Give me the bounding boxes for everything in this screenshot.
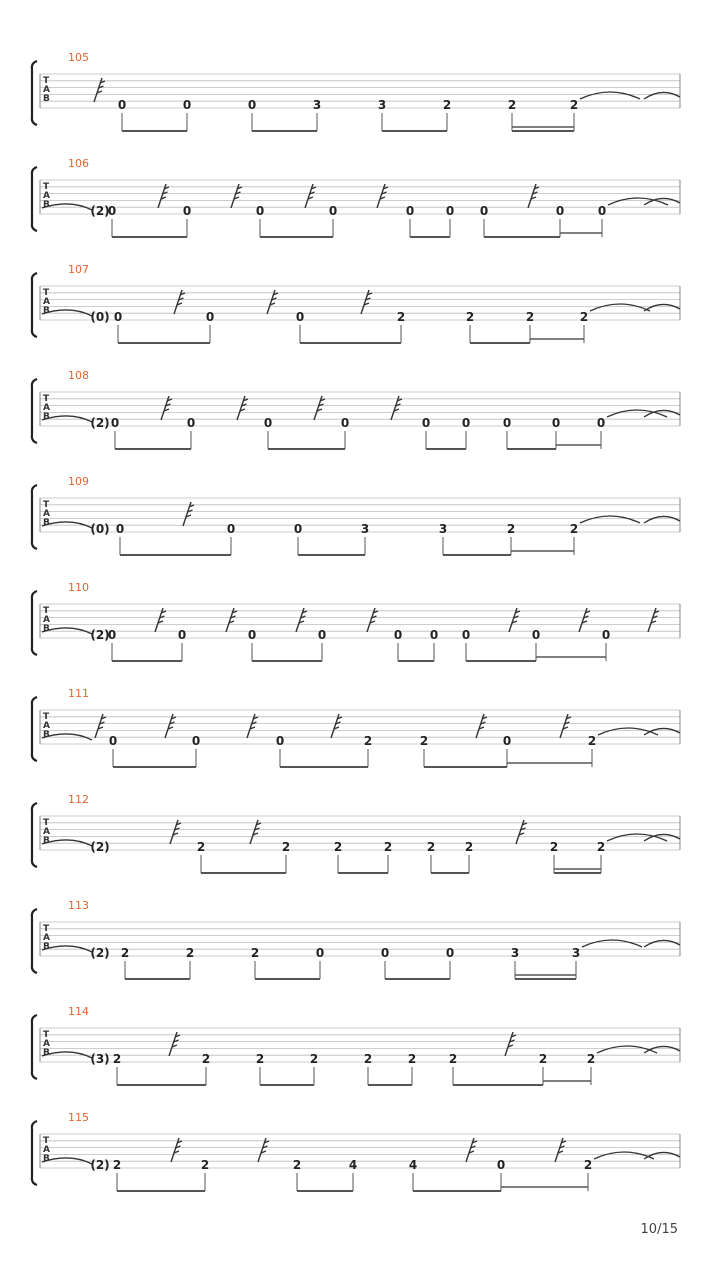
fret-number: 0 <box>117 98 127 112</box>
tab-clef-letter: B <box>43 942 50 952</box>
fret-number: (3) <box>90 1052 110 1066</box>
rest-slash-mark <box>476 714 484 738</box>
fret-number: 0 <box>479 204 489 218</box>
fret-number: 4 <box>408 1158 418 1172</box>
tie-out <box>580 92 640 99</box>
tab-clef-letter: T <box>43 76 50 86</box>
fret-number: 0 <box>107 628 117 642</box>
tab-clef-letter: A <box>43 191 50 201</box>
tab-clef-letter: A <box>43 85 50 95</box>
fret-number: 0 <box>205 310 215 324</box>
rest-slash-mark <box>466 1138 474 1162</box>
fret-number: 2 <box>250 946 260 960</box>
tab-clef-letter: A <box>43 403 50 413</box>
measure-number: 114 <box>68 1005 89 1018</box>
rest-slash-mark <box>648 608 656 632</box>
tie-out-end <box>644 1046 680 1053</box>
fret-number: 0 <box>275 734 285 748</box>
system-bracket <box>32 909 37 973</box>
rest-slash-mark <box>158 184 166 208</box>
system-bracket <box>32 697 37 761</box>
fret-number: (0) <box>90 310 110 324</box>
fret-number: 2 <box>538 1052 548 1066</box>
fret-number: 2 <box>200 1158 210 1172</box>
fret-number: 0 <box>295 310 305 324</box>
tab-clef-letter: B <box>43 1048 50 1058</box>
rest-slash-mark <box>183 502 191 526</box>
rest-slash-mark <box>237 396 245 420</box>
fret-number: 0 <box>380 946 390 960</box>
rest-slash-mark <box>169 1032 177 1056</box>
fret-number: 2 <box>120 946 130 960</box>
fret-number: 0 <box>317 628 327 642</box>
staff-system-113 <box>32 899 680 979</box>
fret-number: 2 <box>464 840 474 854</box>
fret-number: 0 <box>461 628 471 642</box>
fret-number: 2 <box>383 840 393 854</box>
tab-clef-letter: B <box>43 836 50 846</box>
fret-number: 2 <box>255 1052 265 1066</box>
fret-number: 0 <box>182 204 192 218</box>
fret-number: 2 <box>448 1052 458 1066</box>
fret-number: 3 <box>571 946 581 960</box>
fret-number: 2 <box>292 1158 302 1172</box>
tab-clef-letter: B <box>43 730 50 740</box>
tie-out-end <box>644 940 680 947</box>
rest-slash-mark <box>95 714 103 738</box>
staff-system-109 <box>32 475 680 555</box>
measure-number: 115 <box>68 1111 89 1124</box>
rest-slash-mark <box>528 184 536 208</box>
fret-number: 0 <box>393 628 403 642</box>
rest-slash-mark <box>305 184 313 208</box>
measure-number: 110 <box>68 581 89 594</box>
fret-number: 2 <box>112 1052 122 1066</box>
fret-number: 0 <box>405 204 415 218</box>
fret-number: 0 <box>340 416 350 430</box>
fret-number: 0 <box>108 734 118 748</box>
fret-number: (2) <box>90 416 110 430</box>
tab-clef-letter: A <box>43 933 50 943</box>
tab-clef-letter: T <box>43 182 50 192</box>
fret-number: 2 <box>506 522 516 536</box>
staff-system-115 <box>32 1111 680 1191</box>
rest-slash-mark <box>174 290 182 314</box>
fret-number: 2 <box>586 1052 596 1066</box>
fret-number: 0 <box>186 416 196 430</box>
tie-out <box>580 516 640 523</box>
fret-number: 0 <box>226 522 236 536</box>
measure-number: 111 <box>68 687 89 700</box>
tie-out-end <box>644 92 680 99</box>
staff-system-111 <box>32 687 680 767</box>
tab-clef-letter: T <box>43 818 50 828</box>
fret-number: (2) <box>90 204 110 218</box>
staff-system-114 <box>32 1005 680 1085</box>
fret-number: 2 <box>569 522 579 536</box>
fret-number: 2 <box>525 310 535 324</box>
measure-number: 113 <box>68 899 89 912</box>
staff-system-110 <box>32 581 680 661</box>
tab-clef-letter: B <box>43 518 50 528</box>
measure-number: 106 <box>68 157 89 170</box>
rest-slash-mark <box>314 396 322 420</box>
tab-clef-letter: A <box>43 1039 50 1049</box>
rest-slash-mark <box>165 714 173 738</box>
fret-number: 2 <box>419 734 429 748</box>
system-bracket <box>32 485 37 549</box>
staff-system-106 <box>32 157 680 237</box>
fret-number: 3 <box>377 98 387 112</box>
tie-out <box>597 1046 657 1053</box>
fret-number: 0 <box>531 628 541 642</box>
staff-system-108 <box>32 369 680 449</box>
rest-slash-mark <box>367 608 375 632</box>
fret-number: 2 <box>596 840 606 854</box>
tab-clef-letter: B <box>43 1154 50 1164</box>
fret-number: 2 <box>426 840 436 854</box>
system-bracket <box>32 1015 37 1079</box>
tie-out <box>582 940 642 947</box>
tab-clef-letter: B <box>43 412 50 422</box>
staff-system-105 <box>32 51 680 131</box>
rest-slash-mark <box>250 820 258 844</box>
fret-number: 0 <box>421 416 431 430</box>
tab-clef-letter: T <box>43 288 50 298</box>
fret-number: 0 <box>551 416 561 430</box>
rest-slash-mark <box>331 714 339 738</box>
fret-number: 2 <box>201 1052 211 1066</box>
fret-number: 2 <box>363 734 373 748</box>
fret-number: 0 <box>555 204 565 218</box>
rest-slash-mark <box>377 184 385 208</box>
rest-slash-mark <box>267 290 275 314</box>
rest-slash-mark <box>560 714 568 738</box>
rest-slash-mark <box>155 608 163 632</box>
rest-slash-mark <box>391 396 399 420</box>
fret-number: 0 <box>182 98 192 112</box>
tab-clef-letter: T <box>43 924 50 934</box>
tab-clef-letter: T <box>43 1030 50 1040</box>
rest-slash-mark <box>170 820 178 844</box>
fret-number: (2) <box>90 628 110 642</box>
fret-number: 3 <box>510 946 520 960</box>
rest-slash-mark <box>579 608 587 632</box>
page-number: 10/15 <box>640 1222 678 1237</box>
system-bracket <box>32 273 37 337</box>
tab-clef-letter: T <box>43 394 50 404</box>
fret-number: 0 <box>596 416 606 430</box>
fret-number: 2 <box>196 840 206 854</box>
fret-number: 0 <box>247 98 257 112</box>
tab-clef-letter: T <box>43 712 50 722</box>
fret-number: 0 <box>107 204 117 218</box>
rest-slash-mark <box>231 184 239 208</box>
fret-number: 2 <box>407 1052 417 1066</box>
staff-system-112 <box>32 793 680 873</box>
tab-clef-letter: T <box>43 1136 50 1146</box>
fret-number: 0 <box>597 204 607 218</box>
fret-number: 2 <box>112 1158 122 1172</box>
measure-number: 108 <box>68 369 89 382</box>
tab-clef-letter: A <box>43 1145 50 1155</box>
fret-number: 0 <box>502 734 512 748</box>
rest-slash-mark <box>505 1032 513 1056</box>
fret-number: 2 <box>281 840 291 854</box>
fret-number: 0 <box>315 946 325 960</box>
fret-number: 0 <box>191 734 201 748</box>
tab-clef-letter: B <box>43 624 50 634</box>
rest-slash-mark <box>226 608 234 632</box>
fret-number: 0 <box>177 628 187 642</box>
measure-number: 109 <box>68 475 89 488</box>
tab-clef-letter: T <box>43 606 50 616</box>
system-bracket <box>32 167 37 231</box>
fret-number: 0 <box>110 416 120 430</box>
fret-number: 0 <box>445 946 455 960</box>
tie-out-end <box>644 728 680 735</box>
fret-number: 0 <box>496 1158 506 1172</box>
rest-slash-mark <box>361 290 369 314</box>
tab-clef-letter: B <box>43 200 50 210</box>
fret-number: 0 <box>461 416 471 430</box>
fret-number: (2) <box>90 840 110 854</box>
fret-number: 2 <box>579 310 589 324</box>
fret-number: 3 <box>312 98 322 112</box>
fret-number: 2 <box>185 946 195 960</box>
fret-number: 4 <box>348 1158 358 1172</box>
fret-number: (2) <box>90 946 110 960</box>
fret-number: 2 <box>442 98 452 112</box>
rest-slash-mark <box>161 396 169 420</box>
tie-out <box>590 304 650 311</box>
fret-number: 0 <box>429 628 439 642</box>
system-bracket <box>32 591 37 655</box>
fret-number: 0 <box>115 522 125 536</box>
tie-out-end <box>644 1152 680 1159</box>
fret-number: 0 <box>255 204 265 218</box>
fret-number: 2 <box>333 840 343 854</box>
measure-number: 105 <box>68 51 89 64</box>
fret-number: 0 <box>445 204 455 218</box>
fret-number: (0) <box>90 522 110 536</box>
system-bracket <box>32 1121 37 1185</box>
fret-number: 2 <box>583 1158 593 1172</box>
tab-clef-letter: B <box>43 306 50 316</box>
tab-clef-letter: B <box>43 94 50 104</box>
fret-number: 0 <box>601 628 611 642</box>
tab-clef-letter: T <box>43 500 50 510</box>
rest-slash-mark <box>555 1138 563 1162</box>
fret-number: 0 <box>502 416 512 430</box>
tab-clef-letter: A <box>43 297 50 307</box>
rest-slash-mark <box>296 608 304 632</box>
fret-number: 3 <box>438 522 448 536</box>
tab-clef-letter: A <box>43 827 50 837</box>
rest-slash-mark <box>171 1138 179 1162</box>
rest-slash-mark <box>516 820 524 844</box>
fret-number: 2 <box>549 840 559 854</box>
measure-number: 107 <box>68 263 89 276</box>
rest-slash-mark <box>94 78 102 102</box>
staff-system-107 <box>32 263 680 343</box>
system-bracket <box>32 803 37 867</box>
measure-number: 112 <box>68 793 89 806</box>
tab-clef-letter: A <box>43 615 50 625</box>
rest-slash-mark <box>247 714 255 738</box>
fret-number: 0 <box>247 628 257 642</box>
fret-number: 2 <box>569 98 579 112</box>
fret-number: 2 <box>507 98 517 112</box>
tab-clef-letter: A <box>43 509 50 519</box>
tab-clef-letter: A <box>43 721 50 731</box>
fret-number: 2 <box>587 734 597 748</box>
fret-number: (2) <box>90 1158 110 1172</box>
system-bracket <box>32 61 37 125</box>
rest-slash-mark <box>509 608 517 632</box>
system-bracket <box>32 379 37 443</box>
fret-number: 3 <box>360 522 370 536</box>
fret-number: 2 <box>465 310 475 324</box>
fret-number: 0 <box>328 204 338 218</box>
fret-number: 2 <box>396 310 406 324</box>
tie-out-end <box>644 516 680 523</box>
fret-number: 2 <box>309 1052 319 1066</box>
rest-slash-mark <box>258 1138 266 1162</box>
fret-number: 0 <box>293 522 303 536</box>
fret-number: 0 <box>263 416 273 430</box>
fret-number: 0 <box>113 310 123 324</box>
fret-number: 2 <box>363 1052 373 1066</box>
